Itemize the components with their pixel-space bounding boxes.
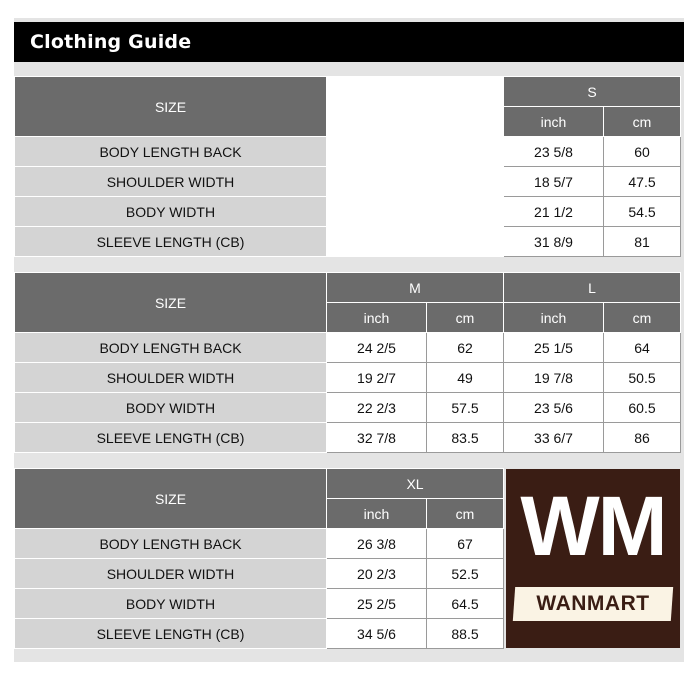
s-inch-value: 18 5/7	[504, 167, 604, 197]
m-cm-value: 83.5	[427, 423, 504, 453]
unit-cm-header: cm	[427, 303, 504, 333]
wanmart-logo	[506, 469, 680, 648]
row-label: SHOULDER WIDTH	[15, 167, 327, 197]
row-label: BODY LENGTH BACK	[15, 529, 327, 559]
size-table-m-l	[14, 272, 681, 453]
m-cm-value: 57.5	[427, 393, 504, 423]
unit-cm-header: cm	[604, 303, 681, 333]
l-cm-value: 50.5	[604, 363, 681, 393]
size-m-header: M	[327, 273, 504, 303]
unit-inch-header: inch	[327, 303, 427, 333]
unit-inch-header: inch	[504, 107, 604, 137]
row-label: SLEEVE LENGTH (CB)	[15, 227, 327, 257]
size-s-header: S	[504, 77, 681, 107]
unit-cm-header: cm	[427, 499, 504, 529]
s-cm-value: 81	[604, 227, 681, 257]
s-cm-value: 47.5	[604, 167, 681, 197]
logo-mark: WM	[520, 479, 666, 573]
row-label: SHOULDER WIDTH	[15, 559, 327, 589]
row-label: SHOULDER WIDTH	[15, 363, 327, 393]
row-label: BODY LENGTH BACK	[15, 137, 327, 167]
row-label: BODY WIDTH	[15, 197, 327, 227]
xl-cm-value: 52.5	[427, 559, 504, 589]
xl-cm-value: 88.5	[427, 619, 504, 649]
unit-inch-header: inch	[504, 303, 604, 333]
xl-cm-value: 67	[427, 529, 504, 559]
unit-inch-header: inch	[327, 499, 427, 529]
m-inch-value: 32 7/8	[327, 423, 427, 453]
row-label: BODY LENGTH BACK	[15, 333, 327, 363]
s-inch-value: 23 5/8	[504, 137, 604, 167]
xl-inch-value: 20 2/3	[327, 559, 427, 589]
logo-name: WANMART	[536, 592, 650, 615]
l-inch-value: 25 1/5	[504, 333, 604, 363]
size-xl-header: XL	[327, 469, 504, 499]
xl-cm-value: 64.5	[427, 589, 504, 619]
s-inch-value: 21 1/2	[504, 197, 604, 227]
l-cm-value: 86	[604, 423, 681, 453]
row-label: SLEEVE LENGTH (CB)	[15, 423, 327, 453]
size-l-header: L	[504, 273, 681, 303]
s-cm-value: 60	[604, 137, 681, 167]
size-header: SIZE	[15, 273, 327, 333]
l-inch-value: 33 6/7	[504, 423, 604, 453]
blank-area	[327, 77, 504, 257]
page-title: Clothing Guide	[14, 22, 684, 62]
xl-inch-value: 34 5/6	[327, 619, 427, 649]
l-cm-value: 64	[604, 333, 681, 363]
l-inch-value: 23 5/6	[504, 393, 604, 423]
row-label: BODY WIDTH	[15, 589, 327, 619]
size-table-s	[14, 76, 681, 257]
m-inch-value: 24 2/5	[327, 333, 427, 363]
s-inch-value: 31 8/9	[504, 227, 604, 257]
m-inch-value: 19 2/7	[327, 363, 427, 393]
l-cm-value: 60.5	[604, 393, 681, 423]
xl-inch-value: 26 3/8	[327, 529, 427, 559]
row-label: SLEEVE LENGTH (CB)	[15, 619, 327, 649]
m-inch-value: 22 2/3	[327, 393, 427, 423]
size-header: SIZE	[15, 469, 327, 529]
size-table-xl	[14, 468, 504, 649]
l-inch-value: 19 7/8	[504, 363, 604, 393]
unit-cm-header: cm	[604, 107, 681, 137]
m-cm-value: 62	[427, 333, 504, 363]
s-cm-value: 54.5	[604, 197, 681, 227]
size-header: SIZE	[15, 77, 327, 137]
m-cm-value: 49	[427, 363, 504, 393]
row-label: BODY WIDTH	[15, 393, 327, 423]
xl-inch-value: 25 2/5	[327, 589, 427, 619]
